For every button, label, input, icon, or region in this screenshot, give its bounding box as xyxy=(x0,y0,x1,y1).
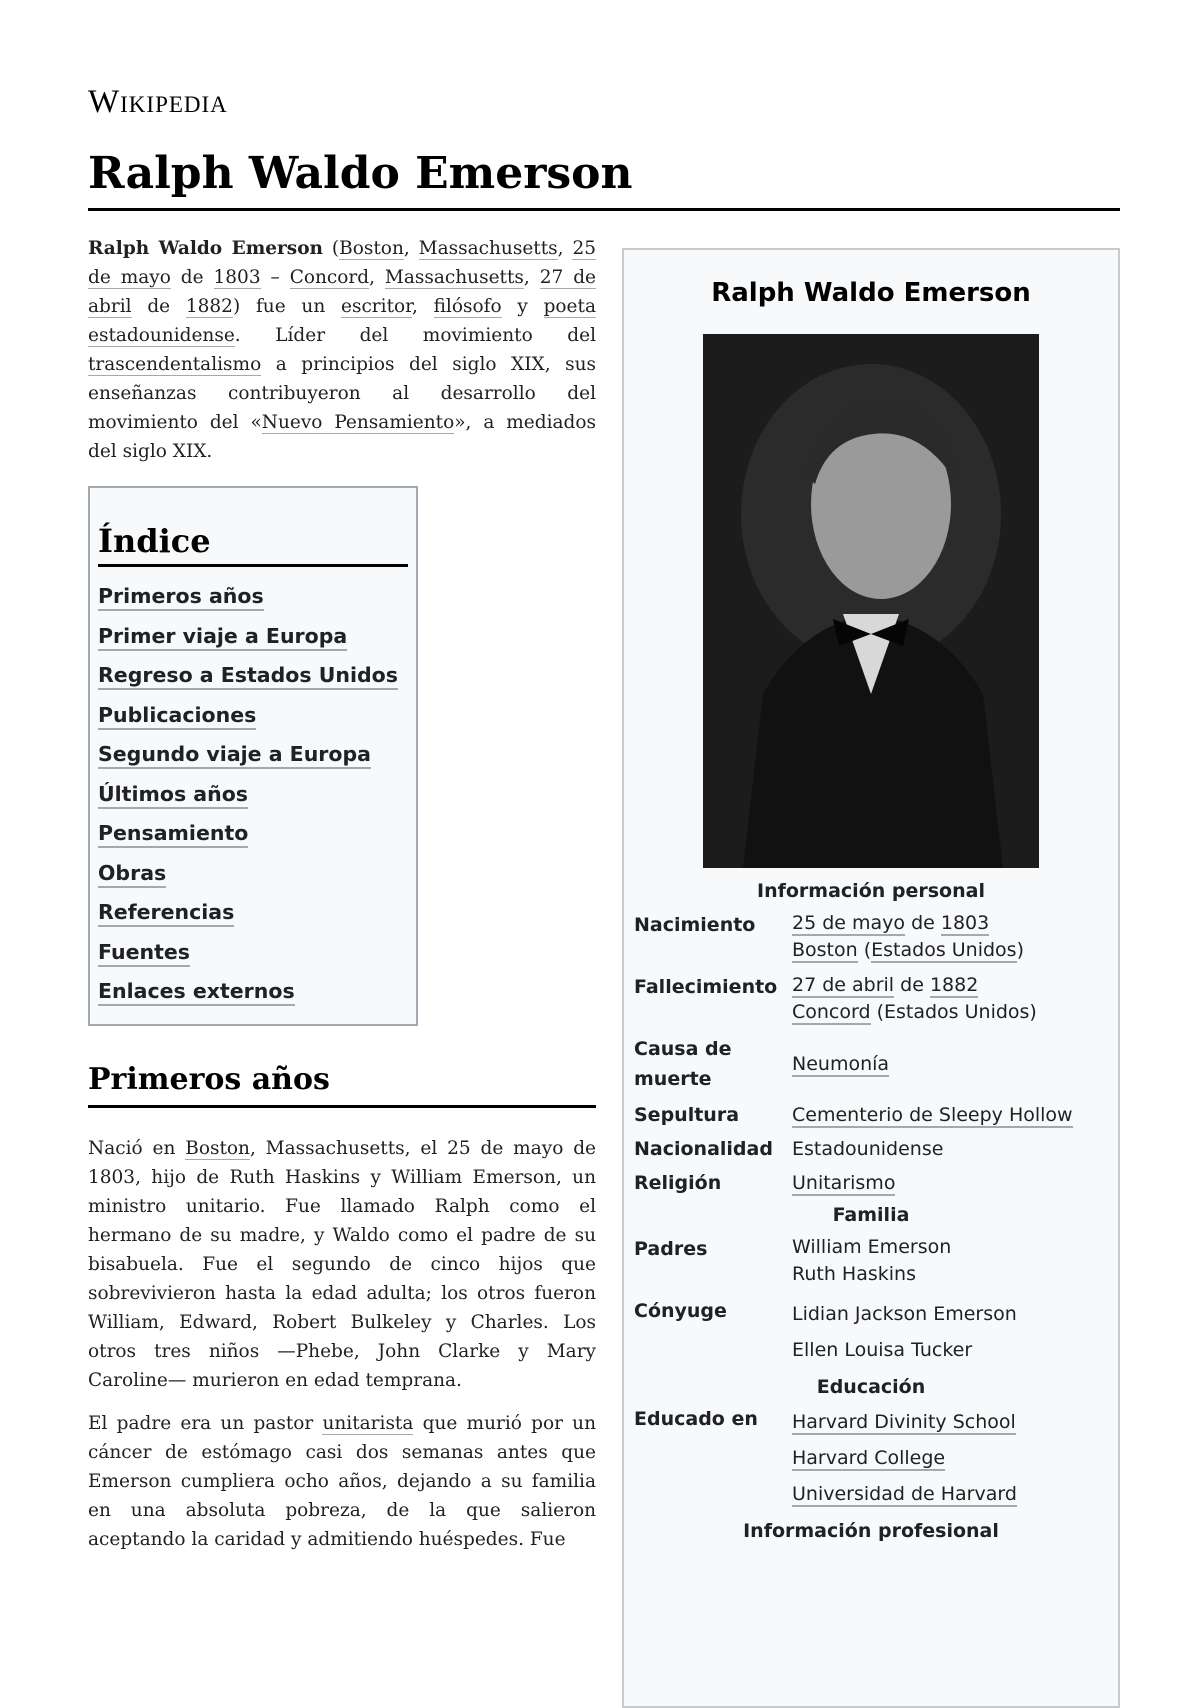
text: , xyxy=(403,238,419,259)
infobox xyxy=(622,248,1120,1708)
toc-item-primeros-anos[interactable] xyxy=(98,577,408,617)
text: de xyxy=(170,267,214,288)
infobox-row-sepultura xyxy=(624,1100,1118,1130)
title-divider xyxy=(88,208,1120,211)
toc-item-obras[interactable] xyxy=(98,854,408,894)
infobox-section-profesional: Información profesional xyxy=(743,1520,999,1542)
toc-item-label: Enlaces externos xyxy=(98,979,295,1006)
infobox-row-nacimiento xyxy=(624,910,1118,964)
row-label: Educado en xyxy=(634,1408,758,1430)
link-boston-2[interactable]: Boston xyxy=(185,1137,250,1159)
text: – xyxy=(260,267,290,288)
toc-item-label: Pensamiento xyxy=(98,821,248,848)
page-title: Ralph Waldo Emerson xyxy=(88,148,633,199)
text: a principios del siglo XIX, sus enseñanzas contribuyeron al desarrollo del movimiento del « xyxy=(88,354,596,433)
link-unitarismo[interactable]: Unitarismo xyxy=(792,1172,896,1194)
toc-item-label: Últimos años xyxy=(98,782,248,809)
link-1882-ib[interactable]: 1882 xyxy=(929,974,979,996)
link-massachusetts[interactable]: Massachusetts xyxy=(418,238,558,259)
article-body xyxy=(88,234,596,1568)
row-value xyxy=(792,1404,1108,1512)
row-label: Cónyuge xyxy=(634,1300,727,1322)
text: . Líder del movimiento del xyxy=(234,325,596,346)
toc-item-label: Publicaciones xyxy=(98,703,256,730)
row-label: Padres xyxy=(634,1238,708,1260)
row-value xyxy=(792,1100,1108,1130)
toc-item-publicaciones[interactable] xyxy=(98,696,408,736)
infobox-row-religion xyxy=(624,1168,1118,1198)
section1-paragraph-1 xyxy=(88,1134,596,1395)
link-1803[interactable]: 1803 xyxy=(213,267,261,288)
toc-item-referencias[interactable] xyxy=(98,893,408,933)
link-nuevo-pensamiento[interactable]: Nuevo Pensamiento xyxy=(261,412,455,433)
value-line: William Emerson xyxy=(792,1236,952,1258)
link-27-de-abril-ib[interactable]: 27 de abril xyxy=(792,974,895,996)
text: , xyxy=(523,267,540,288)
link-escritor[interactable]: escritor xyxy=(341,296,412,317)
table-of-contents xyxy=(88,486,418,1026)
section1-paragraph-2 xyxy=(88,1409,596,1554)
row-value xyxy=(792,972,1108,1026)
infobox-row-padres xyxy=(624,1234,1118,1288)
link-universidad-harvard[interactable]: Universidad de Harvard xyxy=(792,1483,1017,1505)
toc-item-label: Fuentes xyxy=(98,940,190,967)
text: », a mediados del siglo XIX. xyxy=(88,412,597,462)
text: ( xyxy=(857,939,872,961)
link-unitarista[interactable]: unitarista xyxy=(322,1412,414,1434)
row-value xyxy=(792,1234,1108,1288)
text: , xyxy=(369,267,385,288)
text: (Estados Unidos) xyxy=(870,1001,1037,1023)
toc-item-fuentes[interactable] xyxy=(98,933,408,973)
toc-item-label: Obras xyxy=(98,861,166,888)
link-sleepy-hollow[interactable]: Cementerio de Sleepy Hollow xyxy=(792,1104,1073,1126)
row-label: Sepultura xyxy=(634,1104,740,1126)
text: , xyxy=(557,238,573,259)
toc-title: Índice xyxy=(98,522,408,567)
row-value xyxy=(792,1168,1108,1198)
row-value xyxy=(792,1296,1108,1368)
toc-item-segundo-viaje[interactable] xyxy=(98,735,408,775)
toc-item-label: Regreso a Estados Unidos xyxy=(98,663,398,690)
wikipedia-wordmark[interactable]: Wikipedia xyxy=(88,84,228,120)
text: , Massachusetts, el 25 de mayo de 1803, hijo de Ruth Haskins y William Emerson, un ministro unitario. Fue llamado Ralph como el hermano de su madre, y Waldo como el padre de su bisabuela. Fue el segundo de cinco hijos que sobrevivieron hasta la edad adulta; los otros fueron William, Edward, Robert Bulkeley y Charles. Los otros tres niños —Phebe, John Clarke y Mary Caroline— murieron en edad temprana. xyxy=(88,1137,596,1391)
toc-item-label: Referencias xyxy=(98,900,234,927)
link-trascendentalismo[interactable]: trascendentalismo xyxy=(88,354,262,375)
link-1882[interactable]: 1882 xyxy=(185,296,233,317)
link-massachusetts-2[interactable]: Massachusetts xyxy=(384,267,524,288)
text: El padre era un pastor xyxy=(88,1412,323,1434)
link-poeta-estadounidense[interactable]: poeta estadounidense xyxy=(88,296,596,346)
row-label: Religión xyxy=(634,1172,722,1194)
infobox-title: Ralph Waldo Emerson xyxy=(711,278,1031,308)
toc-item-pensamiento[interactable] xyxy=(98,814,408,854)
link-25-de-mayo[interactable]: 25 de mayo xyxy=(88,238,596,288)
link-filosofo[interactable]: filósofo xyxy=(433,296,502,317)
intro-bold-name: Ralph Waldo Emerson xyxy=(88,238,323,259)
text: que murió por un cáncer de estómago casi dos semanas antes que Emerson cumpliera ocho años, dejando a su familia en una absoluta pobreza, de la que salieron aceptando la caridad y admitiendo huéspedes. Fue xyxy=(88,1412,596,1550)
row-value xyxy=(792,1051,1108,1078)
link-concord-ib[interactable]: Concord xyxy=(792,1001,871,1023)
intro-paragraph xyxy=(88,234,596,466)
infobox-row-conyuge xyxy=(624,1296,1118,1368)
text: , xyxy=(411,296,434,317)
link-25-de-mayo-ib[interactable]: 25 de mayo xyxy=(792,912,906,934)
row-value xyxy=(792,910,1108,964)
link-harvard-divinity[interactable]: Harvard Divinity School xyxy=(792,1411,1016,1433)
toc-item-primer-viaje[interactable] xyxy=(98,617,408,657)
row-value: Estadounidense xyxy=(792,1138,944,1160)
toc-item-enlaces-externos[interactable] xyxy=(98,972,408,1012)
infobox-row-causa xyxy=(624,1034,1118,1094)
value-line: Lidian Jackson Emerson xyxy=(792,1303,1017,1325)
value-line: Ellen Louisa Tucker xyxy=(792,1339,973,1361)
infobox-row-fallecimiento xyxy=(624,972,1118,1026)
toc-item-label: Segundo viaje a Europa xyxy=(98,742,371,769)
text: Nació en xyxy=(88,1137,186,1159)
infobox-section-personal: Información personal xyxy=(757,880,985,902)
link-harvard-college[interactable]: Harvard College xyxy=(792,1447,946,1469)
row-label: Causa de muerte xyxy=(634,1038,732,1090)
row-label: Nacionalidad xyxy=(634,1138,773,1160)
text: de xyxy=(905,912,941,934)
link-boston[interactable]: Boston xyxy=(339,238,404,259)
text: de xyxy=(894,974,930,996)
toc-item-regreso[interactable] xyxy=(98,656,408,696)
text: ( xyxy=(323,238,340,259)
infobox-section-educacion: Educación xyxy=(816,1376,926,1398)
link-estados-unidos-ib[interactable]: Estados Unidos xyxy=(871,939,1017,961)
text: ) fue un xyxy=(232,296,341,317)
link-1803-ib[interactable]: 1803 xyxy=(940,912,990,934)
text: de xyxy=(131,296,186,317)
portrait-image[interactable] xyxy=(703,334,1039,868)
toc-item-label: Primeros años xyxy=(98,584,264,611)
toc-item-label: Primer viaje a Europa xyxy=(98,624,347,651)
row-label: Nacimiento xyxy=(634,914,756,936)
infobox-section-familia: Familia xyxy=(832,1204,910,1226)
link-neumonia[interactable]: Neumonía xyxy=(792,1052,890,1075)
link-27-de-abril[interactable]: 27 de abril xyxy=(88,267,596,317)
row-label: Fallecimiento xyxy=(634,976,778,998)
toc-item-ultimos-anos[interactable] xyxy=(98,775,408,815)
link-boston-ib[interactable]: Boston xyxy=(792,939,858,961)
link-concord[interactable]: Concord xyxy=(289,267,370,288)
value-line: Ruth Haskins xyxy=(792,1263,916,1285)
text: ) xyxy=(1016,939,1024,961)
text: y xyxy=(501,296,544,317)
section-heading-primeros-anos: Primeros años xyxy=(88,1062,596,1108)
infobox-row-nacionalidad xyxy=(624,1134,1118,1164)
infobox-row-educado xyxy=(624,1404,1118,1512)
